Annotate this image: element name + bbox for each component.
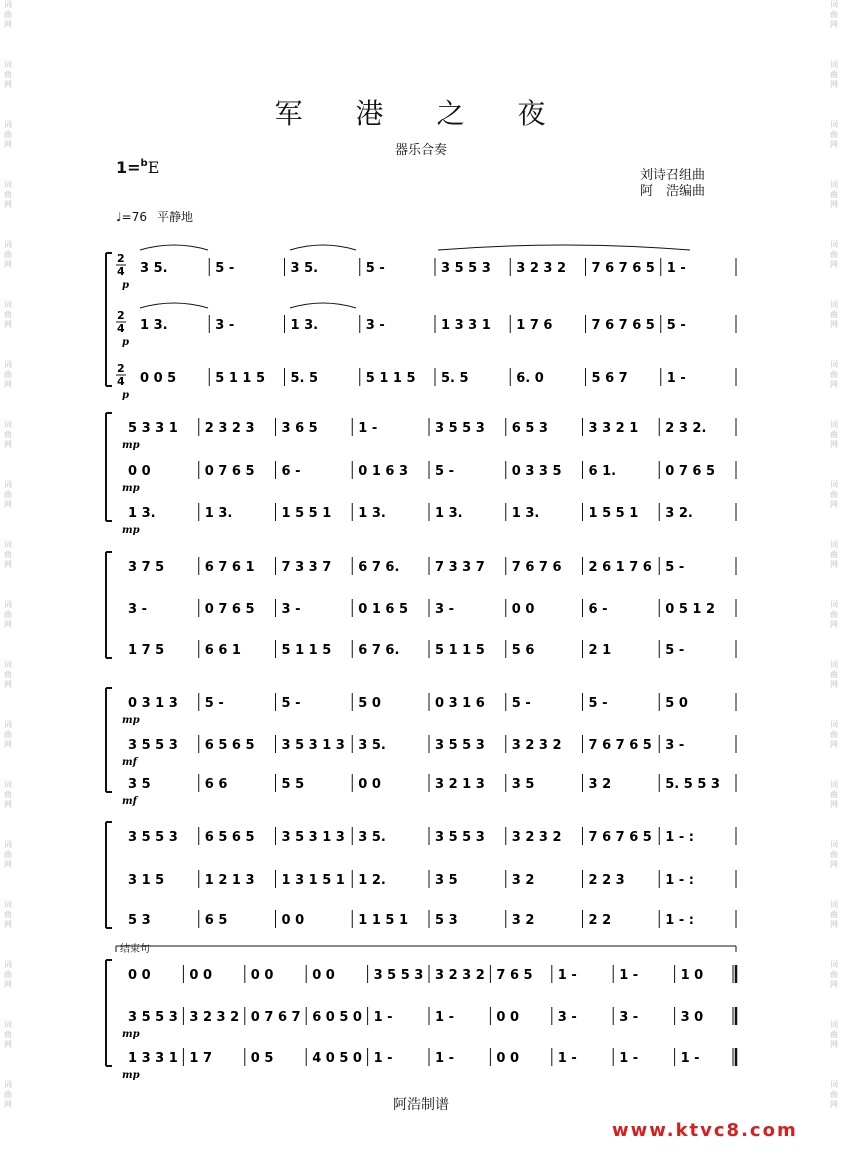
- measure-notes: 3 5 3 1 3: [281, 830, 345, 845]
- transcriber-credit: 阿浩制谱: [393, 1097, 449, 1113]
- measure-notes: 1 2.: [358, 873, 386, 888]
- measure-notes: 6 -: [281, 464, 301, 479]
- tempo-mood: 平静地: [156, 210, 193, 224]
- score-title: 军 港 之 夜: [274, 97, 568, 130]
- measure-notes: 3 3 2 1: [588, 421, 639, 436]
- measure-notes: 0 0: [281, 913, 305, 928]
- measure-notes: 1 3.: [511, 506, 540, 521]
- measure-notes: 0 0: [511, 602, 535, 617]
- measure-notes: 5 -: [365, 261, 385, 276]
- measure-notes: 1 3.: [358, 506, 386, 521]
- dynamic-mark: mp: [122, 525, 140, 536]
- measure-notes: 0 5 1 2: [665, 602, 716, 617]
- measure-notes: 5 -: [588, 696, 608, 711]
- score-subtitle: 器乐合奏: [394, 143, 447, 158]
- arranger-credit: 阿 浩编曲: [640, 184, 706, 199]
- measure-notes: 3 0: [680, 1010, 704, 1025]
- measure-notes: 1 3.: [435, 506, 463, 521]
- measure-notes: 3 1 5: [128, 873, 165, 888]
- measure-notes: 6 7 6 1: [204, 560, 255, 575]
- measure-notes: 1 -: [435, 1010, 454, 1025]
- dynamic-mark: mp: [122, 1070, 140, 1081]
- time-signature-top: 2: [117, 362, 125, 375]
- measure-notes: 5 -: [666, 318, 686, 333]
- composer-credit: 刘诗召组曲: [640, 168, 706, 183]
- measure-notes: 3 5 5 3: [373, 968, 424, 983]
- measure-notes: 1 -: [619, 1051, 639, 1066]
- measure-notes: 6 1.: [588, 464, 617, 479]
- measure-notes: 3 -: [435, 602, 454, 617]
- measure-notes: 5 -: [665, 643, 685, 658]
- measure-notes: 4 0 5 0: [312, 1051, 362, 1066]
- measure-notes: 5 5: [281, 777, 305, 792]
- measure-notes: 5 -: [281, 696, 301, 711]
- measure-notes: 1 7 5: [128, 643, 165, 658]
- measure-notes: 3 5 5 3: [441, 261, 491, 276]
- time-signature-bottom: 4: [117, 375, 125, 388]
- measure-notes: 6 5: [204, 913, 228, 928]
- measure-notes: 3 5.: [358, 830, 386, 845]
- measure-notes: 0 0: [128, 464, 151, 479]
- measure-notes: 7 6 7 6 5: [588, 830, 652, 845]
- measure-notes: 1 1 5 1: [358, 913, 409, 928]
- measure-notes: 1 - :: [665, 913, 694, 928]
- slur: [290, 245, 356, 250]
- tempo-mark: ♩=76: [116, 210, 147, 224]
- measure-notes: 3 -: [365, 318, 385, 333]
- dynamic-mark: mf: [122, 757, 137, 768]
- measure-notes: 0 7 6 5: [665, 464, 716, 479]
- dynamic-mark: p: [122, 280, 129, 291]
- measure-notes: 1 -: [435, 1051, 454, 1066]
- measure-notes: 0 0: [189, 968, 213, 983]
- measure-notes: 5 -: [204, 696, 224, 711]
- measure-notes: 0 7 6 5: [204, 464, 255, 479]
- measure-notes: 5 6 7: [591, 371, 628, 386]
- measure-notes: 0 7 6 5: [204, 602, 255, 617]
- measure-notes: 2 6 1 7 6: [588, 560, 652, 575]
- measure-notes: 3 2 3 2: [516, 261, 567, 276]
- measure-notes: 1 3.: [204, 506, 233, 521]
- measure-notes: 3 -: [557, 1010, 577, 1025]
- measure-notes: 0 0: [358, 777, 381, 792]
- time-signature-top: 2: [117, 252, 125, 265]
- measure-notes: 0 1 6 5: [358, 602, 409, 617]
- measure-notes: 5 6: [511, 643, 535, 658]
- dynamic-mark: p: [122, 390, 129, 401]
- measure-notes: 3 -: [128, 602, 147, 617]
- measure-notes: 3 5 5 3: [435, 421, 485, 436]
- measure-notes: 3 5: [128, 777, 151, 792]
- measure-notes: 3 2: [511, 873, 535, 888]
- measure-notes: 3 5 5 3: [435, 830, 485, 845]
- key-letter: E: [147, 158, 160, 177]
- measure-notes: 7 6 7 6 5: [591, 261, 655, 276]
- measure-notes: 3 5.: [140, 261, 168, 276]
- measure-notes: 3 2 3 2: [189, 1010, 240, 1025]
- measure-notes: 7 6 5: [496, 968, 533, 983]
- measure-notes: 1 -: [666, 371, 686, 386]
- measure-notes: 5 -: [435, 464, 454, 479]
- right-watermark-strip: 词 曲 网 词 曲 网 词 曲 网 词 曲 网 词 曲 网 词 曲 网 词 曲 网 词 曲 网 词 曲 网 词 曲 网 词 曲 网 词 曲 网 词 曲 网 词 曲 网 词 曲 网 词 曲 网 词 曲 网 词 曲 网 词 曲 网: [830, 0, 838, 1109]
- dynamic-mark: p: [122, 337, 129, 348]
- measure-notes: 1 -: [619, 968, 639, 983]
- measure-notes: 2 3 2 3: [204, 421, 255, 436]
- measure-notes: 3 5: [435, 873, 458, 888]
- measure-notes: 0 0: [128, 968, 151, 983]
- measure-notes: 7 6 7 6 5: [588, 738, 652, 753]
- measure-notes: 3 2 3 2: [511, 830, 562, 845]
- measure-notes: 2 3 2.: [665, 421, 707, 436]
- slur: [140, 245, 208, 250]
- measure-notes: 3 -: [619, 1010, 639, 1025]
- measure-notes: 5 3: [128, 913, 151, 928]
- measure-notes: 1 3 3 1: [441, 318, 491, 333]
- measure-notes: 1 3 3 1: [128, 1051, 178, 1066]
- measure-notes: 6 7 6.: [358, 643, 400, 658]
- measure-notes: 5 1 1 5: [365, 371, 416, 386]
- measure-notes: 5. 5 5 3: [665, 777, 720, 792]
- key-flat: b: [140, 158, 148, 169]
- measure-notes: 7 6 7 6: [511, 560, 562, 575]
- measure-notes: 7 6 7 6 5: [591, 318, 655, 333]
- measure-notes: 1 -: [373, 1010, 393, 1025]
- measure-notes: 0 0: [496, 1051, 520, 1066]
- measure-notes: 1 7 6: [516, 318, 553, 333]
- measure-notes: 1 3.: [290, 318, 319, 333]
- measure-notes: 6 5 3: [511, 421, 548, 436]
- measure-notes: 5. 5: [290, 371, 319, 386]
- key-prefix: 1=: [116, 158, 141, 177]
- measure-notes: 3 2.: [665, 506, 693, 521]
- measure-notes: 1 3.: [128, 506, 156, 521]
- measure-notes: 5 1 1 5: [281, 643, 332, 658]
- site-watermark: www.ktvc8.com: [612, 1120, 798, 1141]
- measure-notes: 0 5: [250, 1051, 274, 1066]
- measure-notes: 7 3 3 7: [435, 560, 485, 575]
- slur: [438, 245, 690, 250]
- measure-notes: 1 7: [189, 1051, 213, 1066]
- measure-notes: 0 3 1 3: [128, 696, 178, 711]
- measure-notes: 0 0: [250, 968, 274, 983]
- measure-notes: 5 1 1 5: [435, 643, 485, 658]
- measure-notes: 3 5: [511, 777, 535, 792]
- measure-notes: 1 3 1 5 1: [281, 873, 345, 888]
- measure-notes: 3 5 3 1 3: [281, 738, 345, 753]
- measure-notes: 1 - :: [665, 873, 694, 888]
- dynamic-mark: mp: [122, 1029, 140, 1040]
- measure-notes: 5 0: [358, 696, 381, 711]
- measure-notes: 2 2 3: [588, 873, 625, 888]
- measure-notes: 6. 0: [516, 371, 544, 386]
- measure-notes: 6 0 5 0: [312, 1010, 362, 1025]
- slur: [290, 303, 356, 308]
- measure-notes: 5 -: [511, 696, 531, 711]
- dynamic-mark: mp: [122, 440, 140, 451]
- measure-notes: 0 3 1 6: [435, 696, 485, 711]
- measure-notes: 3 2 1 3: [435, 777, 485, 792]
- measure-notes: 0 0 5: [140, 371, 177, 386]
- measure-notes: 3 5 5 3: [128, 738, 178, 753]
- dynamic-mark: mp: [122, 715, 140, 726]
- measure-notes: 3 5 5 3: [128, 1010, 178, 1025]
- measure-notes: 3 2 3 2: [511, 738, 562, 753]
- measure-notes: 1 -: [373, 1051, 393, 1066]
- measure-notes: 5 3: [435, 913, 458, 928]
- left-watermark-strip: 词 曲 网 词 曲 网 词 曲 网 词 曲 网 词 曲 网 词 曲 网 词 曲 网 词 曲 网 词 曲 网 词 曲 网 词 曲 网 词 曲 网 词 曲 网 词 曲 网 词 曲 网 词 曲 网 词 曲 网 词 曲 网 词 曲 网: [4, 0, 12, 1109]
- measure-notes: 0 0: [496, 1010, 520, 1025]
- measure-notes: 6 7 6.: [358, 560, 400, 575]
- measure-notes: 3 2: [511, 913, 535, 928]
- measure-notes: 2 2: [588, 913, 612, 928]
- measure-notes: 1 3.: [140, 318, 168, 333]
- measure-notes: 7 3 3 7: [281, 560, 332, 575]
- measure-notes: 0 1 6 3: [358, 464, 409, 479]
- time-signature-bottom: 4: [117, 265, 125, 278]
- coda-label: 结束句: [120, 944, 150, 955]
- measure-notes: 5 3 3 1: [128, 421, 178, 436]
- dynamic-mark: mf: [122, 796, 137, 807]
- measure-notes: 3 7 5: [128, 560, 165, 575]
- measure-notes: 5 -: [665, 560, 685, 575]
- measure-notes: 1 5 5 1: [281, 506, 332, 521]
- measure-notes: 1 - :: [665, 830, 694, 845]
- time-signature-top: 2: [117, 309, 125, 322]
- measure-notes: 5. 5: [441, 371, 469, 386]
- measure-notes: 0 0: [312, 968, 335, 983]
- measure-notes: 2 1: [588, 643, 612, 658]
- measure-notes: 6 6: [204, 777, 228, 792]
- measure-notes: 3 2 3 2: [435, 968, 485, 983]
- measure-notes: 3 2: [588, 777, 612, 792]
- measure-notes: 5 1 1 5: [215, 371, 266, 386]
- measure-notes: 6 6 1: [204, 643, 241, 658]
- measure-notes: 3 -: [215, 318, 235, 333]
- measure-notes: 1 -: [666, 261, 686, 276]
- measure-notes: 6 5 6 5: [204, 738, 255, 753]
- measure-notes: 1 -: [680, 1051, 700, 1066]
- measure-notes: 1 -: [557, 968, 577, 983]
- measure-notes: 3 5 5 3: [128, 830, 178, 845]
- measure-notes: 1 2 1 3: [204, 873, 255, 888]
- measure-notes: 1 5 5 1: [588, 506, 639, 521]
- measure-notes: 3 5.: [290, 261, 319, 276]
- measure-notes: 1 0: [680, 968, 704, 983]
- dynamic-mark: mp: [122, 483, 140, 494]
- measure-notes: 3 -: [665, 738, 685, 753]
- measure-notes: 5 0: [665, 696, 688, 711]
- measure-notes: 1 -: [358, 421, 378, 436]
- slur: [140, 303, 208, 308]
- measure-notes: 6 5 6 5: [204, 830, 255, 845]
- measure-notes: 5 -: [215, 261, 235, 276]
- measure-notes: 3 5 5 3: [435, 738, 485, 753]
- time-signature-bottom: 4: [117, 322, 125, 335]
- measure-notes: 0 3 3 5: [511, 464, 562, 479]
- measure-notes: 3 6 5: [281, 421, 318, 436]
- measure-notes: 1 -: [557, 1051, 577, 1066]
- measure-notes: 0 7 6 7: [250, 1010, 301, 1025]
- measure-notes: 3 5.: [358, 738, 386, 753]
- measure-notes: 3 -: [281, 602, 301, 617]
- measure-notes: 6 -: [588, 602, 608, 617]
